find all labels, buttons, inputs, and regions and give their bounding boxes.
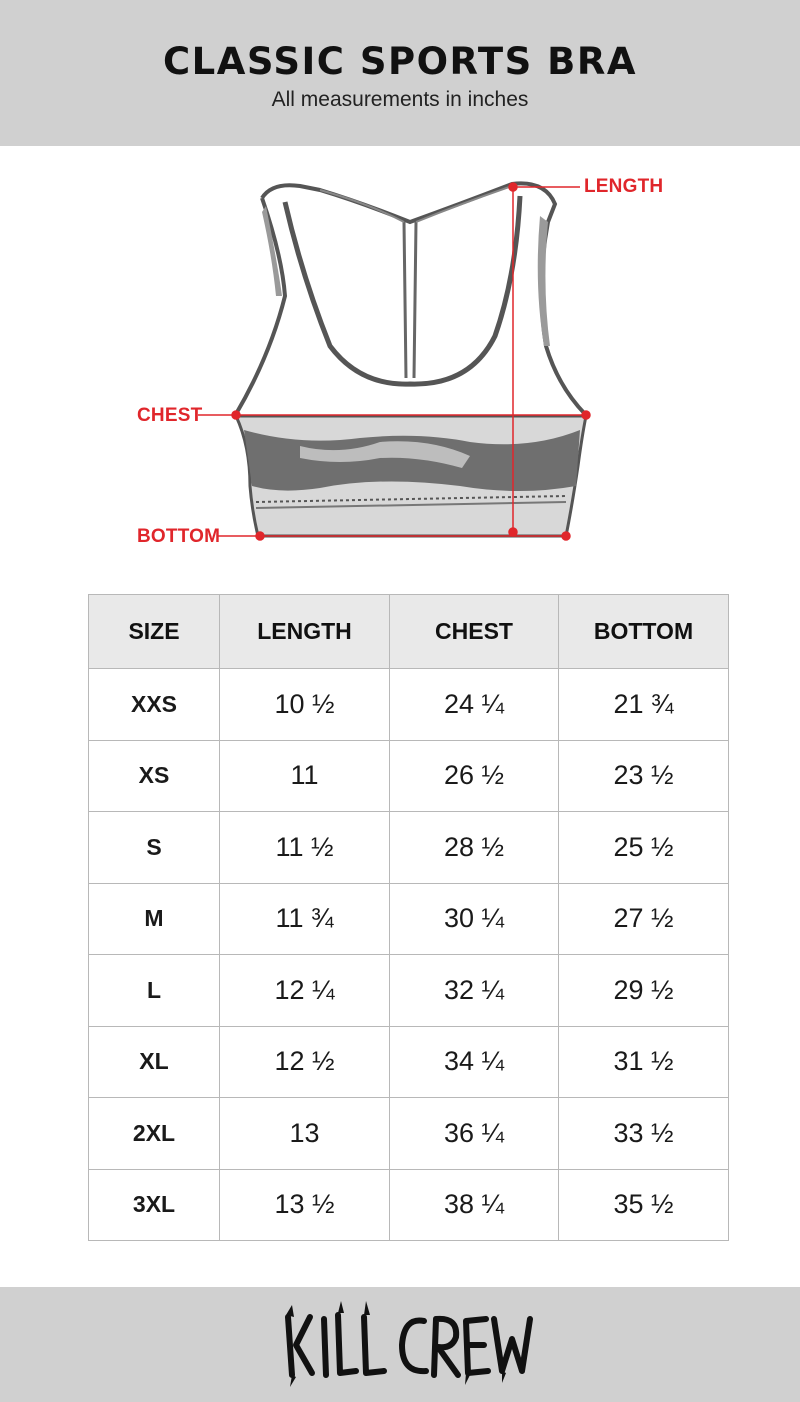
page-subtitle: All measurements in inches: [271, 88, 529, 111]
length-cell: 13 ½: [220, 1169, 390, 1241]
bottom-cell: 21 ¾: [559, 669, 729, 741]
table-row: [89, 1026, 729, 1098]
column-header-bottom: BOTTOM: [559, 595, 729, 669]
size-cell: L: [89, 955, 220, 1027]
table-row: [89, 1169, 729, 1241]
size-cell: XS: [89, 740, 220, 812]
bottom-cell: 23 ½: [559, 740, 729, 812]
length-cell: 12 ½: [220, 1026, 390, 1098]
table-header-row: [89, 595, 729, 669]
size-cell: S: [89, 812, 220, 884]
bottom-cell: 25 ½: [559, 812, 729, 884]
chest-cell: 24 ¼: [390, 669, 559, 741]
size-chart-table: [88, 594, 729, 1241]
chest-cell: 26 ½: [390, 740, 559, 812]
length-label: LENGTH: [584, 176, 664, 197]
chest-cell: 36 ¼: [390, 1098, 559, 1170]
table-row: [89, 1098, 729, 1170]
chest-cell: 32 ¼: [390, 955, 559, 1027]
chest-cell: 28 ½: [390, 812, 559, 884]
table-row: [89, 669, 729, 741]
bottom-cell: 35 ½: [559, 1169, 729, 1241]
table-row: [89, 955, 729, 1027]
size-cell: 2XL: [89, 1098, 220, 1170]
measurement-diagram: [0, 146, 800, 586]
length-cell: 11 ¾: [220, 883, 390, 955]
bottom-cell: 33 ½: [559, 1098, 729, 1170]
column-header-chest: CHEST: [390, 595, 559, 669]
size-cell: M: [89, 883, 220, 955]
sports-bra-illustration: [0, 146, 800, 586]
table-row: [89, 740, 729, 812]
size-cell: 3XL: [89, 1169, 220, 1241]
bottom-label: BOTTOM: [137, 526, 221, 547]
page-header: [0, 0, 800, 146]
column-header-length: LENGTH: [220, 595, 390, 669]
table-row: [89, 883, 729, 955]
chest-cell: 30 ¼: [390, 883, 559, 955]
column-header-size: SIZE: [89, 595, 220, 669]
chest-cell: 34 ¼: [390, 1026, 559, 1098]
page-title: CLASSIC SPORTS BRA: [163, 40, 637, 83]
bottom-cell: 29 ½: [559, 955, 729, 1027]
length-cell: 13: [220, 1098, 390, 1170]
size-cell: XXS: [89, 669, 220, 741]
length-cell: 11: [220, 740, 390, 812]
length-cell: 10 ½: [220, 669, 390, 741]
length-cell: 11 ½: [220, 812, 390, 884]
length-cell: 12 ¼: [220, 955, 390, 1027]
chest-label: CHEST: [137, 405, 203, 426]
bottom-cell: 31 ½: [559, 1026, 729, 1098]
chest-cell: 38 ¼: [390, 1169, 559, 1241]
kill-crew-logo: [0, 1287, 800, 1402]
bottom-cell: 27 ½: [559, 883, 729, 955]
size-cell: XL: [89, 1026, 220, 1098]
page-footer: [0, 1287, 800, 1402]
table-row: [89, 812, 729, 884]
